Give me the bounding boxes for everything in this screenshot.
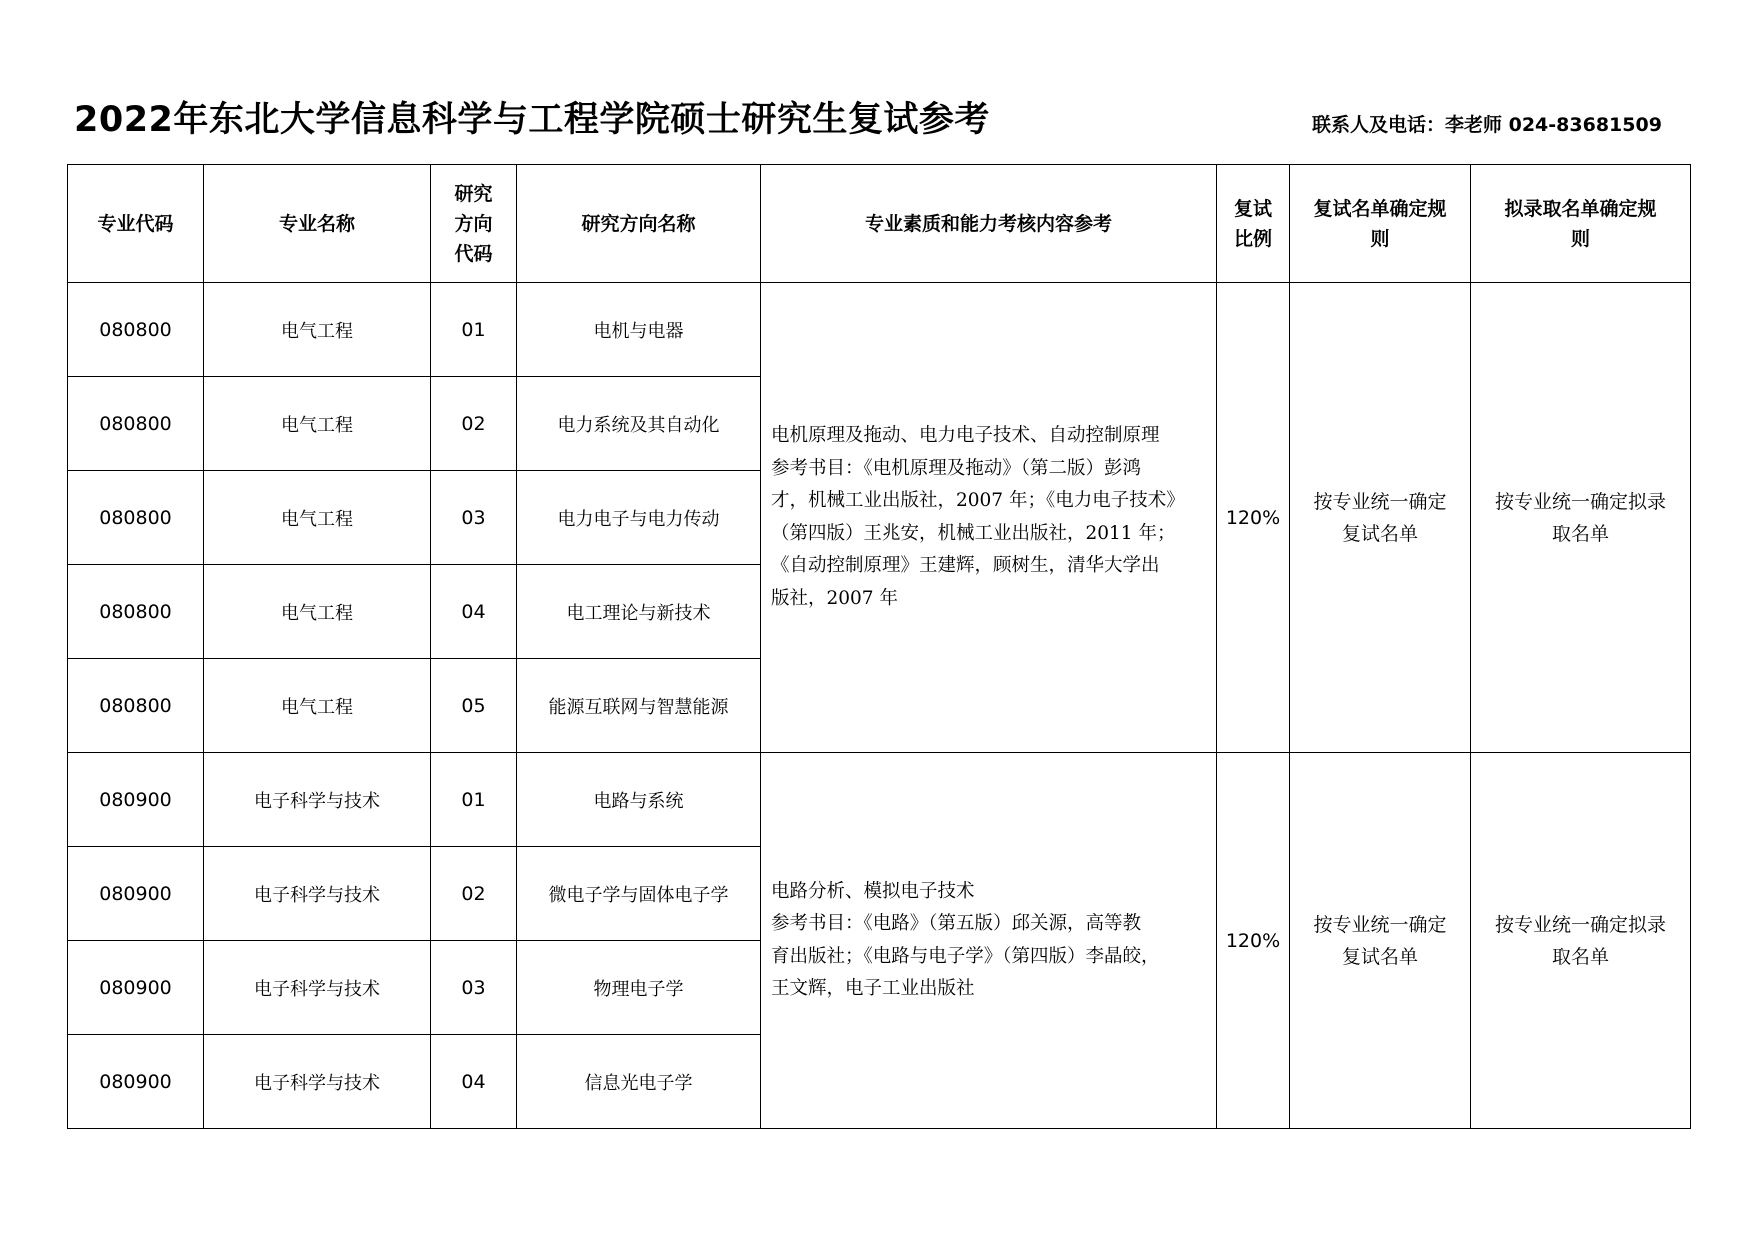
major-code-cell: 080900 bbox=[68, 847, 204, 941]
major-code-cell: 080800 bbox=[68, 283, 204, 377]
admit-rule-cell bbox=[1471, 753, 1691, 1129]
major-code-cell: 080800 bbox=[68, 471, 204, 565]
direction-name-cell: 电力电子与电力传动 bbox=[517, 471, 761, 565]
table-row bbox=[68, 753, 1691, 847]
major-code-cell: 080900 bbox=[68, 941, 204, 1035]
header-direction-code-line: 代码 bbox=[454, 242, 493, 265]
header-retest-rule-line: 则 bbox=[1370, 227, 1390, 250]
direction-name-cell: 能源互联网与智慧能源 bbox=[517, 659, 761, 753]
contact-info: 联系人及电话：李老师 024-83681509 bbox=[1312, 114, 1662, 136]
header-admit-rule bbox=[1471, 165, 1691, 283]
assessment-line: 育出版社；《电路与电子学》（第四版）李晶皎， bbox=[771, 945, 1160, 967]
assessment-line: 版社，2007 年 bbox=[771, 587, 898, 609]
retest-rule-line: 复试名单 bbox=[1341, 945, 1418, 968]
retest-rule-cell bbox=[1290, 283, 1471, 753]
assessment-line: 参考书目：《电路》（第五版）邱关源，高等教 bbox=[771, 913, 1142, 934]
direction-code-cell: 03 bbox=[431, 941, 517, 1035]
assessment-line: 才，机械工业出版社，2007 年；《电力电子技术》 bbox=[771, 490, 1185, 511]
major-code-cell: 080900 bbox=[68, 753, 204, 847]
ratio-cell: 120% bbox=[1217, 283, 1290, 753]
retest-rule-cell bbox=[1290, 753, 1471, 1129]
admit-rule-line: 取名单 bbox=[1551, 522, 1609, 545]
direction-code-cell: 04 bbox=[431, 1035, 517, 1129]
retest-rule-line: 按专业统一确定 bbox=[1313, 490, 1447, 513]
assessment-line: （第四版）王兆安，机械工业出版社，2011 年； bbox=[771, 522, 1176, 544]
retest-reference-table bbox=[67, 164, 1691, 1129]
major-name-cell: 电子科学与技术 bbox=[204, 1035, 431, 1129]
ratio-cell: 120% bbox=[1217, 753, 1290, 1129]
assessment-cell bbox=[761, 283, 1217, 753]
major-code-cell: 080800 bbox=[68, 659, 204, 753]
header-ratio-line: 比例 bbox=[1233, 227, 1272, 250]
major-name-cell: 电气工程 bbox=[204, 283, 431, 377]
header-direction-code bbox=[431, 165, 517, 283]
direction-name-cell: 电机与电器 bbox=[517, 283, 761, 377]
major-name-cell: 电子科学与技术 bbox=[204, 941, 431, 1035]
assessment-line: 参考书目：《电机原理及拖动》（第二版）彭鸿 bbox=[771, 457, 1142, 479]
direction-code-cell: 05 bbox=[431, 659, 517, 753]
assessment-cell bbox=[761, 753, 1217, 1129]
admit-rule-cell bbox=[1471, 283, 1691, 753]
page-title: 2022年东北大学信息科学与工程学院硕士研究生复试参考 bbox=[74, 100, 990, 140]
admit-rule-line: 按专业统一确定拟录 bbox=[1494, 913, 1666, 936]
direction-name-cell: 电路与系统 bbox=[517, 753, 761, 847]
header-retest-rule-line: 复试名单确定规 bbox=[1313, 197, 1447, 220]
assessment-line: 电机原理及拖动、电力电子技术、自动控制原理 bbox=[771, 425, 1160, 446]
header-ratio bbox=[1217, 165, 1290, 283]
header-assessment: 专业素质和能力考核内容参考 bbox=[761, 165, 1217, 283]
direction-name-cell: 电工理论与新技术 bbox=[517, 565, 761, 659]
assessment-line: 电路分析、模拟电子技术 bbox=[771, 880, 975, 902]
header-major-name: 专业名称 bbox=[204, 165, 431, 283]
header-major-code: 专业代码 bbox=[68, 165, 204, 283]
major-name-cell: 电子科学与技术 bbox=[204, 753, 431, 847]
admit-rule-line: 取名单 bbox=[1551, 945, 1609, 968]
major-name-cell: 电气工程 bbox=[204, 565, 431, 659]
header-direction-code-line: 方向 bbox=[454, 212, 493, 235]
assessment-line: 王文辉，电子工业出版社 bbox=[771, 978, 975, 999]
header-retest-rule bbox=[1290, 165, 1471, 283]
major-code-cell: 080800 bbox=[68, 565, 204, 659]
header-admit-rule-line: 拟录取名单确定规 bbox=[1504, 197, 1657, 220]
table-row bbox=[68, 283, 1691, 377]
major-name-cell: 电气工程 bbox=[204, 377, 431, 471]
direction-name-cell: 电力系统及其自动化 bbox=[517, 377, 761, 471]
direction-code-cell: 01 bbox=[431, 753, 517, 847]
direction-code-cell: 03 bbox=[431, 471, 517, 565]
direction-code-cell: 04 bbox=[431, 565, 517, 659]
direction-code-cell: 01 bbox=[431, 283, 517, 377]
direction-code-cell: 02 bbox=[431, 847, 517, 941]
header-direction-code-line: 研究 bbox=[454, 182, 493, 205]
header-direction-name: 研究方向名称 bbox=[517, 165, 761, 283]
header-row bbox=[68, 165, 1691, 283]
major-name-cell: 电气工程 bbox=[204, 659, 431, 753]
retest-rule-line: 复试名单 bbox=[1341, 522, 1418, 545]
major-code-cell: 080900 bbox=[68, 1035, 204, 1129]
direction-code-cell: 02 bbox=[431, 377, 517, 471]
header-admit-rule-line: 则 bbox=[1570, 227, 1590, 250]
major-name-cell: 电气工程 bbox=[204, 471, 431, 565]
major-name-cell: 电子科学与技术 bbox=[204, 847, 431, 941]
direction-name-cell: 物理电子学 bbox=[517, 941, 761, 1035]
admit-rule-line: 按专业统一确定拟录 bbox=[1494, 490, 1666, 513]
direction-name-cell: 微电子学与固体电子学 bbox=[517, 847, 761, 941]
direction-name-cell: 信息光电子学 bbox=[517, 1035, 761, 1129]
header-ratio-line: 复试 bbox=[1233, 197, 1272, 220]
major-code-cell: 080800 bbox=[68, 377, 204, 471]
retest-rule-line: 按专业统一确定 bbox=[1313, 913, 1447, 936]
assessment-line: 《自动控制原理》王建辉，顾树生，清华大学出 bbox=[771, 555, 1160, 576]
